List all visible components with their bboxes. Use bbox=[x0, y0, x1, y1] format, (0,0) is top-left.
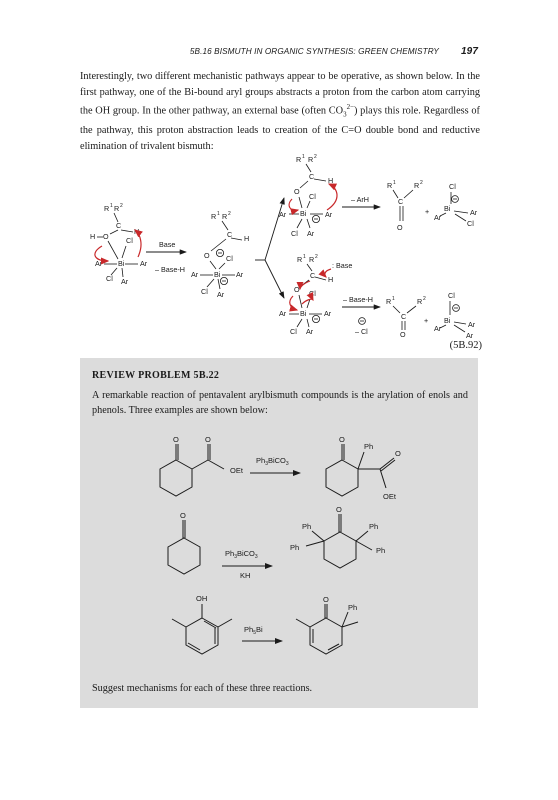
svg-text:O: O bbox=[395, 449, 401, 458]
svg-text:2: 2 bbox=[420, 180, 423, 186]
svg-text:Bi: Bi bbox=[444, 316, 451, 325]
mechanism-svg bbox=[80, 150, 480, 355]
svg-text:Ar: Ar bbox=[95, 259, 103, 268]
review-footer: Suggest mechanisms for each of these three reactions. bbox=[92, 683, 313, 694]
svg-text:Ph: Ph bbox=[302, 522, 312, 531]
svg-text:H: H bbox=[134, 227, 140, 236]
svg-text:H: H bbox=[90, 232, 96, 241]
svg-text:C: C bbox=[398, 197, 404, 206]
svg-text:O: O bbox=[173, 435, 179, 444]
svg-text:O: O bbox=[204, 251, 210, 260]
svg-text:Cl: Cl bbox=[309, 192, 316, 201]
svg-text:Bi: Bi bbox=[214, 270, 221, 279]
svg-text:Cl: Cl bbox=[126, 236, 133, 245]
review-problem-box bbox=[80, 358, 478, 708]
svg-text:H: H bbox=[328, 275, 334, 284]
review-text: A remarkable reaction of pentavalent arylbismuth compounds is the arylation of enols and phenols. Three examples are shown below: bbox=[92, 390, 468, 416]
running-title: 5B.16 BISMUTH IN ORGANIC SYNTHESIS: GREEN CHEMISTRY bbox=[189, 46, 439, 56]
label-base: Base bbox=[159, 240, 176, 249]
upper-products bbox=[387, 180, 478, 232]
svg-text:Cl: Cl bbox=[201, 287, 208, 296]
intro-text-2: ) plays this role. Regardless of the pathway, this proton abstraction leads to creation of the C=O double bond and reductive elimination of trivalent bismuth: bbox=[80, 105, 480, 152]
svg-text:Ar: Ar bbox=[307, 229, 315, 238]
svg-text:O: O bbox=[339, 435, 345, 444]
svg-text:Ar: Ar bbox=[236, 270, 244, 279]
svg-text:Bi: Bi bbox=[300, 209, 307, 218]
svg-text:C: C bbox=[310, 271, 316, 280]
svg-text:R: R bbox=[309, 255, 315, 264]
svg-text:Ar: Ar bbox=[121, 277, 129, 286]
svg-text:Ph: Ph bbox=[290, 543, 300, 552]
intro-text-1: Interestingly, two different mechanistic pathways appear to be operative, as shown below. In the first pathway, one of the Bi-bound aryl groups abstracts a proton from the carbon atom carrying the OH group. In the other pathway, an external base (often CO bbox=[80, 71, 480, 117]
starting-complex bbox=[90, 203, 148, 286]
svg-text:Ar: Ar bbox=[466, 331, 474, 340]
label-oet: OEt bbox=[230, 466, 243, 475]
svg-text:O: O bbox=[323, 595, 329, 604]
svg-text:: Base: : Base bbox=[332, 261, 353, 270]
svg-text:Bi: Bi bbox=[444, 204, 451, 213]
svg-text:2: 2 bbox=[314, 154, 317, 160]
reagent-kh: KH bbox=[240, 571, 251, 580]
svg-text:O: O bbox=[294, 187, 300, 196]
svg-text:C: C bbox=[401, 312, 407, 321]
lower-products bbox=[386, 291, 476, 340]
svg-text:O: O bbox=[294, 285, 300, 294]
label-minus-cl: – Cl bbox=[355, 327, 368, 336]
svg-text:C: C bbox=[309, 172, 315, 181]
svg-text:R: R bbox=[222, 212, 228, 221]
svg-text:Ar: Ar bbox=[324, 309, 332, 318]
page-number: 197 bbox=[461, 45, 478, 57]
svg-text:Ar: Ar bbox=[434, 213, 442, 222]
svg-text:R: R bbox=[104, 204, 110, 213]
svg-text:+: + bbox=[425, 207, 430, 216]
svg-text:Ph: Ph bbox=[348, 603, 358, 612]
label-oh: OH bbox=[196, 594, 208, 603]
svg-text:Cl: Cl bbox=[290, 327, 297, 336]
svg-text:Ph: Ph bbox=[376, 546, 386, 555]
svg-text:1: 1 bbox=[302, 154, 305, 160]
svg-text:2: 2 bbox=[315, 254, 318, 260]
examples-svg bbox=[80, 428, 478, 683]
svg-text:Ar: Ar bbox=[325, 210, 333, 219]
svg-text:2: 2 bbox=[228, 211, 231, 217]
intro-paragraph bbox=[80, 69, 480, 154]
svg-text:O: O bbox=[180, 511, 186, 520]
svg-text:R: R bbox=[211, 212, 217, 221]
svg-text:Ar: Ar bbox=[191, 270, 199, 279]
intro-sup: 2− bbox=[346, 103, 355, 112]
svg-text:Ar: Ar bbox=[279, 210, 287, 219]
svg-text:Bi: Bi bbox=[118, 259, 125, 268]
svg-text:1: 1 bbox=[303, 254, 306, 260]
upper-pathway bbox=[279, 154, 333, 238]
review-title: REVIEW PROBLEM 5B.22 bbox=[92, 370, 220, 381]
svg-text:+: + bbox=[424, 316, 429, 325]
svg-text:O: O bbox=[205, 435, 211, 444]
svg-text:Cl: Cl bbox=[467, 219, 474, 228]
svg-text:Ph: Ph bbox=[369, 522, 379, 531]
lower-pathway bbox=[279, 254, 352, 336]
running-header bbox=[80, 44, 478, 58]
svg-text:2: 2 bbox=[120, 203, 123, 209]
svg-text:R: R bbox=[308, 155, 314, 164]
label-minus-base-h-2: – Base-H bbox=[343, 295, 373, 304]
svg-text:O: O bbox=[400, 330, 406, 339]
intro-sub: 3 bbox=[343, 110, 347, 119]
svg-text:2: 2 bbox=[423, 296, 426, 302]
svg-text:R: R bbox=[386, 297, 392, 306]
svg-text:O: O bbox=[397, 223, 403, 232]
svg-text:Ar: Ar bbox=[468, 320, 476, 329]
svg-text:C: C bbox=[116, 221, 122, 230]
svg-text:O: O bbox=[336, 505, 342, 514]
svg-text:Cl: Cl bbox=[449, 182, 456, 191]
label-minus-base-h: – Base-H bbox=[155, 265, 185, 274]
svg-text:Ph: Ph bbox=[364, 442, 374, 451]
svg-text:Bi: Bi bbox=[300, 309, 307, 318]
reagent-ph3bico3-1: $Ph_3BiCO_3$ bbox=[256, 456, 289, 467]
mechanism-scheme bbox=[80, 150, 480, 355]
svg-text:Cl: Cl bbox=[448, 291, 455, 300]
svg-text:Ar: Ar bbox=[434, 324, 442, 333]
label-minus-arh: – ArH bbox=[351, 195, 369, 204]
svg-text:R: R bbox=[417, 297, 423, 306]
svg-text:1: 1 bbox=[217, 211, 220, 217]
svg-text:R: R bbox=[387, 181, 393, 190]
reagent-ph5bi: $Ph_5Bi$ bbox=[244, 625, 263, 636]
equation-number: (5B.92) bbox=[449, 340, 482, 351]
svg-text:R: R bbox=[296, 155, 302, 164]
svg-text:Cl: Cl bbox=[309, 289, 316, 298]
svg-text:1: 1 bbox=[393, 180, 396, 186]
arylation-examples bbox=[80, 428, 478, 683]
svg-text:Cl: Cl bbox=[291, 229, 298, 238]
svg-text:Ar: Ar bbox=[470, 208, 478, 217]
svg-text:Ar: Ar bbox=[217, 290, 225, 299]
svg-text:H: H bbox=[328, 176, 334, 185]
svg-text:R: R bbox=[114, 204, 120, 213]
svg-text:O: O bbox=[103, 232, 109, 241]
svg-text:1: 1 bbox=[392, 296, 395, 302]
svg-text:Ar: Ar bbox=[306, 327, 314, 336]
svg-text:R: R bbox=[297, 255, 303, 264]
svg-text:Cl: Cl bbox=[106, 274, 113, 283]
svg-text:C: C bbox=[227, 230, 233, 239]
reagent-ph3bico3-2: $Ph_3BiCO_3$ bbox=[225, 549, 258, 560]
svg-text:1: 1 bbox=[110, 203, 113, 209]
svg-text:R: R bbox=[414, 181, 420, 190]
svg-text:Cl: Cl bbox=[226, 254, 233, 263]
svg-text:OEt: OEt bbox=[383, 492, 396, 501]
svg-text:H: H bbox=[244, 234, 250, 243]
svg-text:Ar: Ar bbox=[140, 259, 148, 268]
svg-text:Ar: Ar bbox=[279, 309, 287, 318]
